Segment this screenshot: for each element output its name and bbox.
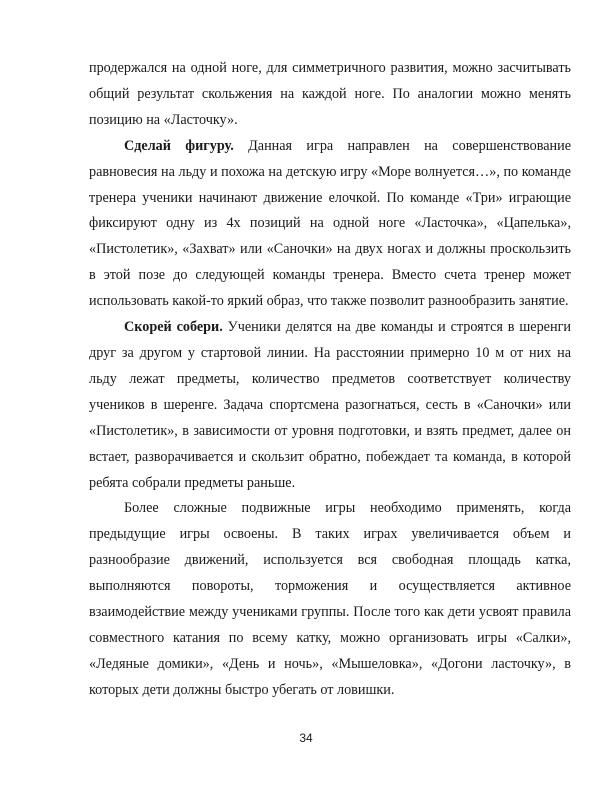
paragraph-heading: Скорей собери. — [124, 319, 223, 336]
paragraph-heading: Сделай фигуру. — [124, 137, 234, 154]
paragraph-complex-games — [89, 496, 571, 703]
paragraph-collect-quickly — [89, 315, 571, 496]
paragraph-continuation — [89, 56, 571, 134]
paragraph-text: продержался на одной ноге, для симметричного развития, можно засчитывать общий результат скольжения на каждой ноге. По аналогии можно менять позицию на «Ласточку». — [89, 60, 571, 128]
page-number: 34 — [299, 731, 313, 745]
paragraph-text: Более сложные подвижные игры необходимо применять, когда предыдущие игры освоены. В таких играх увеличивается объем и разнообразие движений, используется вся свободная площадь катка, выполняются повороты, торможения и осуществляется активное взаимодействие между учениками группы. После того как дети усвоят правила совместного катания по всему катку, можно организовать игры «Салки», «Ледяные домики», «День и ночь», «Мышеловка», «Догони ласточку», в которых дети должны быстро убегать от ловишки. — [89, 500, 571, 698]
paragraph-text: Данная игра направлен на совершенствование равновесия на льду и похожа на детскую игру «Море волнуется…», по команде тренера ученики начинают движение елочкой. По команде «Три» играющие фиксируют одну из 4х позиций на одной ноге «Ласточка», «Цапелька», «Пистолетик», «Захват» или «Саночки» на двух ногах и должны проскользить в этой позе до следующей команды тренера. Вместо счета тренер может использовать какой-то яркий образ, что также позволит разнообразить занятие. — [89, 137, 571, 310]
body-text — [89, 56, 571, 704]
paragraph-text: Ученики делятся на две команды и строятся в шеренги друг за другом у стартовой линии. На расстоянии примерно 10 м от них на льду лежат предметы, количество предметов соответствует количеству учеников в шеренге. Задача спортсмена разогнаться, сесть в «Саночки» или «Пистолетик», в зависимости от уровня подготовки, и взять предмет, далее он встает, разворачивается и скользит обратно, побеждает та команда, в которой ребята собрали предметы раньше. — [89, 319, 571, 491]
paragraph-make-figure — [89, 134, 571, 315]
